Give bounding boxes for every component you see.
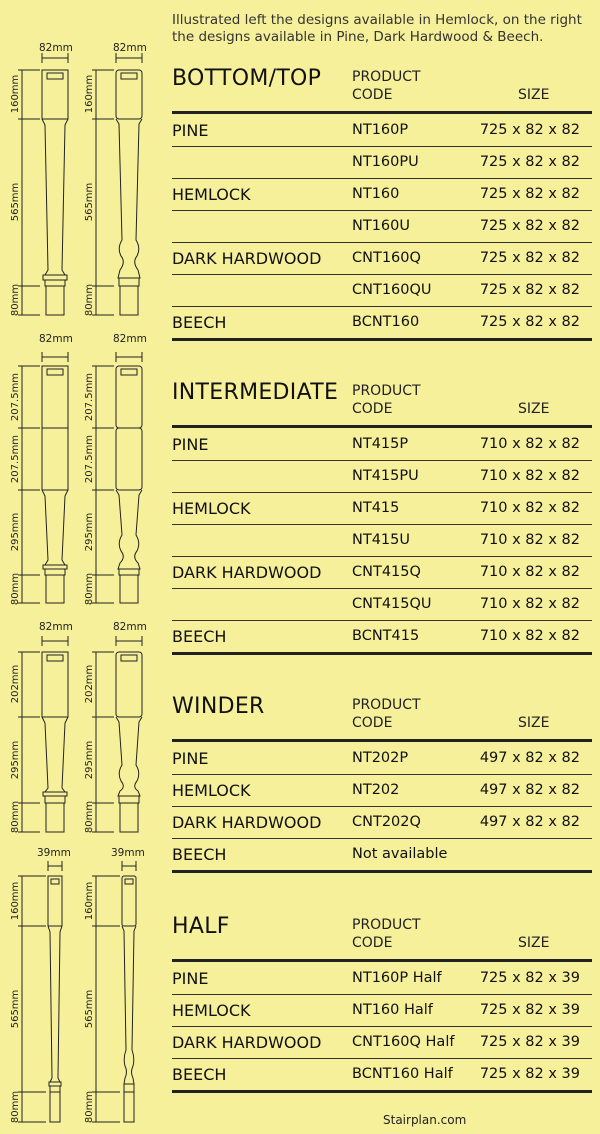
column-header-product-code: PRODUCT CODE — [352, 917, 421, 951]
width-label: 82mm — [39, 42, 73, 54]
product-code: NT160 — [352, 186, 400, 202]
height-label: 80mm — [10, 800, 21, 834]
hemlock-spindle-drawing — [48, 876, 62, 1122]
height-label: 80mm — [84, 572, 95, 606]
section-end-rule — [172, 338, 592, 341]
column-header-product-code: PRODUCT CODE — [352, 69, 421, 103]
height-dimension — [10, 652, 114, 833]
material-name: BEECH — [172, 1065, 227, 1084]
width-dimension — [39, 42, 147, 63]
product-size: 725 x 82 x 39 — [479, 1002, 580, 1018]
width-dimension — [39, 621, 147, 646]
material-name: HEMLOCK — [172, 185, 251, 204]
table-row — [172, 243, 592, 274]
product-code: NT415 — [352, 500, 400, 516]
height-label: 207.5mm — [84, 434, 95, 484]
column-header-size: SIZE — [518, 401, 550, 417]
hemlock-spindle-drawing — [42, 366, 68, 603]
product-code: CNT415QU — [352, 596, 432, 612]
height-label: 80mm — [84, 800, 95, 834]
product-code: NT415PU — [352, 468, 419, 484]
product-size: 710 x 82 x 82 — [479, 532, 580, 548]
footer-brand: Stairplan.com — [383, 1113, 467, 1127]
height-label: 160mm — [10, 74, 21, 114]
table-row — [172, 995, 592, 1026]
spindle-drawings — [0, 0, 172, 1134]
material-name: PINE — [172, 749, 209, 768]
column-header-size: SIZE — [518, 935, 550, 951]
width-label: 82mm — [113, 333, 147, 345]
material-name: BEECH — [172, 313, 227, 332]
section-end-rule — [172, 1090, 592, 1093]
pine-spindle-drawing — [116, 366, 142, 603]
section-end-rule — [172, 870, 592, 873]
section-title: INTERMEDIATE — [172, 380, 339, 405]
pine-spindle-drawing — [116, 652, 142, 832]
product-size: 725 x 82 x 82 — [479, 314, 580, 330]
column-header-size: SIZE — [518, 87, 550, 103]
hemlock-spindle-drawing — [42, 652, 68, 832]
product-code: NT415P — [352, 436, 409, 452]
product-size: 725 x 82 x 82 — [479, 154, 580, 170]
header-rule — [172, 111, 592, 114]
product-size: 710 x 82 x 82 — [479, 436, 580, 452]
product-size: 725 x 82 x 82 — [479, 122, 580, 138]
table-row — [172, 743, 592, 774]
product-size: 725 x 82 x 39 — [479, 970, 580, 986]
height-label: 80mm — [84, 1090, 95, 1124]
product-code: BCNT160 — [352, 314, 420, 330]
section-title: HALF — [172, 914, 230, 939]
width-label: 82mm — [113, 621, 147, 633]
product-size: 710 x 82 x 82 — [479, 500, 580, 516]
product-size: 725 x 82 x 82 — [479, 186, 580, 202]
product-size: 710 x 82 x 82 — [479, 596, 580, 612]
material-name: PINE — [172, 435, 209, 454]
table-row — [172, 589, 592, 620]
product-size: 725 x 82 x 82 — [479, 282, 580, 298]
table-row — [172, 807, 592, 838]
header-rule — [172, 425, 592, 428]
product-code: NT160P — [352, 122, 409, 138]
pine-spindle-drawing — [122, 876, 136, 1122]
product-code: NT415U — [352, 532, 410, 548]
table-row — [172, 1027, 592, 1058]
drawing-group-bottom-top — [10, 42, 147, 316]
product-size: 497 x 82 x 82 — [479, 814, 580, 830]
hemlock-spindle-drawing — [42, 70, 68, 315]
product-size: 710 x 82 x 82 — [479, 628, 580, 644]
product-code: NT202 — [352, 782, 400, 798]
material-name: HEMLOCK — [172, 499, 251, 518]
material-name: BEECH — [172, 627, 227, 646]
table-row — [172, 461, 592, 492]
table-row — [172, 211, 592, 242]
section-end-rule — [172, 652, 592, 655]
section-title: WINDER — [172, 694, 265, 719]
table-row — [172, 963, 592, 994]
height-label: 565mm — [84, 182, 95, 222]
height-label: 295mm — [84, 512, 95, 552]
height-label: 207.5mm — [10, 372, 21, 422]
height-label: 160mm — [84, 881, 95, 921]
width-label: 39mm — [111, 847, 145, 859]
product-size: 497 x 82 x 82 — [479, 750, 580, 766]
material-name: PINE — [172, 969, 209, 988]
height-dimension — [10, 876, 120, 1123]
table-row — [172, 621, 592, 652]
material-name: DARK HARDWOOD — [172, 249, 322, 268]
column-header-product-code: PRODUCT CODE — [352, 697, 421, 731]
header-rule — [172, 739, 592, 742]
height-label: 80mm — [10, 1090, 21, 1124]
drawing-group-intermediate — [10, 333, 147, 605]
product-code: NT160U — [352, 218, 410, 234]
product-code: NT160P Half — [352, 970, 442, 986]
width-label: 82mm — [113, 42, 147, 54]
product-code: Not available — [352, 846, 448, 862]
height-dimension — [10, 70, 114, 316]
height-label: 160mm — [84, 74, 95, 114]
width-dimension — [37, 847, 145, 871]
material-name: DARK HARDWOOD — [172, 563, 322, 582]
height-label: 80mm — [10, 283, 21, 317]
drawing-group-half — [10, 847, 145, 1123]
product-size: 725 x 82 x 82 — [479, 218, 580, 234]
product-code: CNT415Q — [352, 564, 421, 580]
product-code: BCNT415 — [352, 628, 420, 644]
product-code: CNT202Q — [352, 814, 421, 830]
table-row — [172, 275, 592, 306]
material-name: DARK HARDWOOD — [172, 813, 322, 832]
table-row — [172, 493, 592, 524]
column-header-size: SIZE — [518, 715, 550, 731]
table-row — [172, 839, 592, 870]
product-size: 497 x 82 x 82 — [479, 782, 580, 798]
table-row — [172, 525, 592, 556]
table-row — [172, 1059, 592, 1090]
table-row — [172, 429, 592, 460]
pine-spindle-drawing — [116, 70, 142, 315]
table-row — [172, 775, 592, 806]
product-code: CNT160QU — [352, 282, 432, 298]
product-size: 710 x 82 x 82 — [479, 564, 580, 580]
table-row — [172, 557, 592, 588]
product-code: CNT160Q Half — [352, 1034, 455, 1050]
table-row — [172, 147, 592, 178]
material-name: HEMLOCK — [172, 781, 251, 800]
height-label: 565mm — [84, 989, 95, 1029]
width-dimension — [39, 333, 147, 362]
height-label: 565mm — [10, 182, 21, 222]
product-code: CNT160Q — [352, 250, 421, 266]
table-row — [172, 179, 592, 210]
column-header-product-code: PRODUCT CODE — [352, 383, 421, 417]
table-row — [172, 307, 592, 338]
product-code: NT160PU — [352, 154, 419, 170]
height-label: 202mm — [84, 664, 95, 704]
width-label: 82mm — [39, 333, 73, 345]
height-label: 207.5mm — [84, 372, 95, 422]
table-row — [172, 115, 592, 146]
height-label: 565mm — [10, 989, 21, 1029]
header-rule — [172, 959, 592, 962]
height-label: 160mm — [10, 881, 21, 921]
product-size: 710 x 82 x 82 — [479, 468, 580, 484]
drawing-group-winder — [10, 621, 147, 833]
product-code: NT202P — [352, 750, 409, 766]
section-title: BOTTOM/TOP — [172, 66, 322, 91]
height-label: 295mm — [10, 740, 21, 780]
product-code: NT160 Half — [352, 1002, 433, 1018]
material-name: PINE — [172, 121, 209, 140]
product-code: BCNT160 Half — [352, 1066, 453, 1082]
height-label: 202mm — [10, 664, 21, 704]
product-size: 725 x 82 x 39 — [479, 1066, 580, 1082]
product-size: 725 x 82 x 82 — [479, 250, 580, 266]
height-label: 207.5mm — [10, 434, 21, 484]
intro-text: Illustrated left the designs available in Hemlock, on the right the designs available in Pine, Dark Hardwood & Beech. — [172, 12, 582, 45]
material-name: DARK HARDWOOD — [172, 1033, 322, 1052]
height-label: 295mm — [10, 512, 21, 552]
height-label: 295mm — [84, 740, 95, 780]
product-size: 725 x 82 x 39 — [479, 1034, 580, 1050]
width-label: 82mm — [39, 621, 73, 633]
material-name: HEMLOCK — [172, 1001, 251, 1020]
height-label: 80mm — [10, 572, 21, 606]
width-label: 39mm — [37, 847, 71, 859]
height-label: 80mm — [84, 283, 95, 317]
material-name: BEECH — [172, 845, 227, 864]
